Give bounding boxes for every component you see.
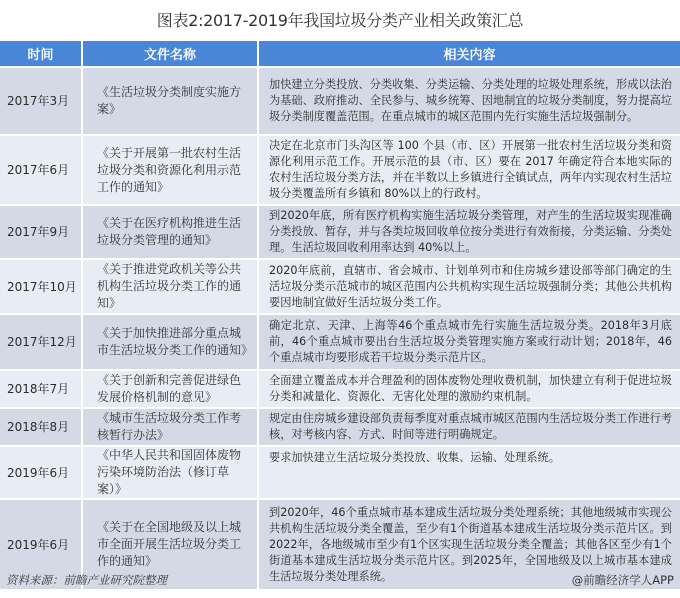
table-row: [0, 314, 680, 370]
credit-note: @前瞻经济学人APP: [571, 573, 674, 587]
cell-document: 《关于创新和完善促进绿色发展价格机制的意见》: [82, 370, 258, 408]
cell-document: 《关于开展第一批农村生活垃圾分类和资源化利用示范工作的通知》: [82, 135, 258, 205]
cell-document: 《关于在全国地级及以上城市全面开展生活垃圾分类工作的通知》: [82, 499, 258, 589]
cell-time: 2017年6月: [0, 135, 82, 205]
cell-time: 2019年6月: [0, 446, 82, 499]
cell-content: 到2020年，46个重点城市基本建成生活垃圾分类处理系统；其他地级城市实现公共机构生活垃圾分类全覆盖，至少有1个街道基本建成生活垃圾分类示范片区。到2022年，各地级城市至少有1个区实现生活垃圾分类全覆盖；其他各区至少有1个街道基本建成生活垃圾分类示范片区。到2025年，全国地级及以上城市基本建成生活垃圾分类处理系统。: [258, 499, 680, 589]
header-content: 相关内容: [258, 41, 680, 67]
policy-table: [0, 41, 680, 589]
table-header-row: [0, 41, 680, 67]
cell-time: 2018年8月: [0, 408, 82, 446]
cell-time: 2017年3月: [0, 67, 82, 135]
cell-document: 《关于在医疗机构推进生活垃圾分类管理的通知》: [82, 205, 258, 259]
cell-content: 规定由住房城乡建设部负责每季度对重点城市城区范围内生活垃圾分类工作进行考核，对考核内容、方式、时间等进行明确规定。: [258, 408, 680, 446]
table-row: [0, 67, 680, 135]
cell-document: 《城市生活垃圾分类工作考核暂行办法》: [82, 408, 258, 446]
table-row: [0, 205, 680, 259]
cell-content: 2020年底前，直辖市、省会城市、计划单列市和住房城乡建设部等部门确定的生活垃圾分类示范城市的城区范围内公共机构实现生活垃圾强制分类；其他公共机构要因地制宜做好生活垃圾分类工作。: [258, 259, 680, 314]
table-row: [0, 408, 680, 446]
table-row: [0, 370, 680, 408]
cell-time: 2019年6月: [0, 499, 82, 589]
cell-content: 到2020年底，所有医疗机构实施生活垃圾分类管理，对产生的生活垃圾实现准确分类投放、暂存，并与各类垃圾回收单位按分类进行有效衔接，分类运输、分类处理。生活垃圾回收利用率达到 40%以上。: [258, 205, 680, 259]
chart-title: 图表2:2017-2019年我国垃圾分类产业相关政策汇总: [156, 11, 524, 30]
cell-document: 《关于推进党政机关等公共机构生活垃圾分类工作的通知》: [82, 259, 258, 314]
cell-content: 要求加快建立生活垃圾分类投放、收集、运输、处理系统。: [258, 446, 680, 499]
cell-content: 加快建立分类投放、分类收集、分类运输、分类处理的垃圾处理系统，形成以法治为基础、政府推动、全民参与、城乡统筹、因地制宜的垃圾分类制度，努力提高垃圾分类制度覆盖范围。在重点城市的城区范围内先行实施生活垃圾强制分。: [258, 67, 680, 135]
cell-document: 《关于加快推进部分重点城市生活垃圾分类工作的通知》: [82, 314, 258, 370]
table-row: [0, 446, 680, 499]
table-row: [0, 135, 680, 205]
cell-content: 确定北京、天津、上海等46个重点城市先行实施生活垃圾分类。2018年3月底前，46个重点城市要出台生活垃圾分类管理实施方案或行动计划；2018年，46个重点城市均要形成若干垃圾分类示范片区。: [258, 314, 680, 370]
source-note: 资料来源：前瞻产业研究院整理: [6, 573, 167, 587]
cell-time: 2017年10月: [0, 259, 82, 314]
cell-content: 全面建立覆盖成本并合理盈利的固体废物处理收费机制，加快建立有利于促进垃圾分类和减量化、资源化、无害化处理的激励约束机制。: [258, 370, 680, 408]
header-time: 时间: [0, 41, 82, 67]
cell-time: 2017年9月: [0, 205, 82, 259]
table-row: [0, 259, 680, 314]
cell-time: 2017年12月: [0, 314, 82, 370]
header-document: 文件名称: [82, 41, 258, 67]
cell-time: 2018年7月: [0, 370, 82, 408]
cell-content: 决定在北京市门头沟区等 100 个县（市、区）开展第一批农村生活垃圾分类和资源化利用示范工作。开展示范的县（市、区）要在 2017 年确定符合本地实际的农村生活垃圾分类方法，并在半数以上乡镇进行全镇试点，两年内实现农村生活垃圾分类覆盖所有乡镇和 80%以上的行政村。: [258, 135, 680, 205]
cell-document: 《生活垃圾分类制度实施方案》: [82, 67, 258, 135]
cell-document: 《中华人民共和国固体废物污染环境防治法（修订草案）》: [82, 446, 258, 499]
